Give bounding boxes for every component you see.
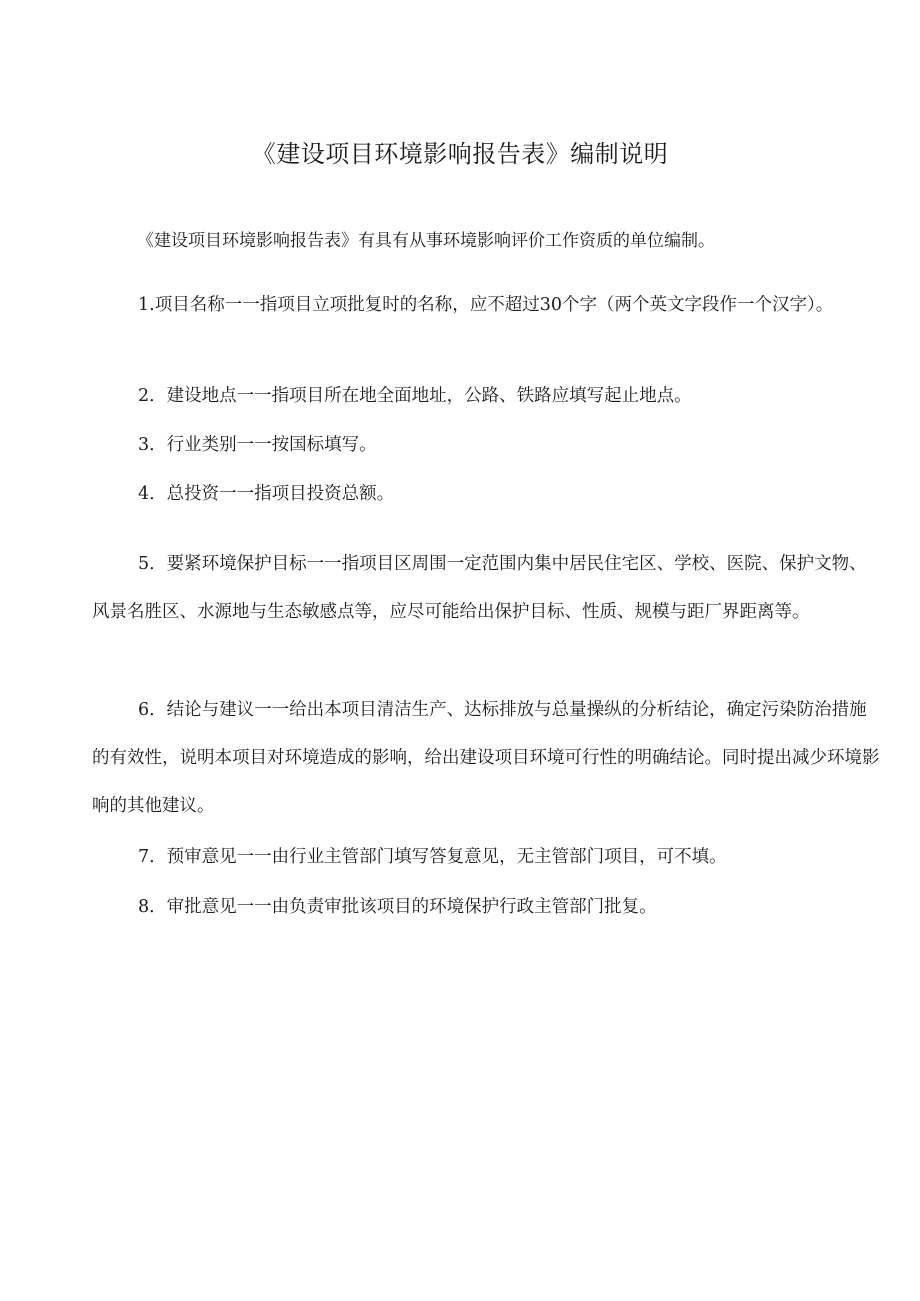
item-text: ．总投资一一指项目投资总额。 (149, 484, 395, 504)
item-number: 5 (138, 554, 150, 574)
instruction-item-3 (92, 421, 882, 469)
item-text: 项目名称一一指项目立项批复时的名称，应不超过30个字（两个英文字段作一个汉字）。 (154, 295, 834, 315)
instruction-item-2 (92, 372, 882, 420)
item-text: ．预审意见一一由行业主管部门填写答复意见，无主管部门项目，可不填。 (149, 847, 727, 867)
item-text: ．结论与建议一一给出本项目清洁生产、达标排放与总量操纵的分析结论，确定污染防治措施的有效性，说明本项目对环境造成的影响，给出建设项目环境可行性的明确结论。同时提出减少环境影响的其他建议。 (92, 700, 880, 816)
instruction-item-4 (92, 470, 882, 518)
intro-paragraph: 《建设项目环境影响报告表》有具有从事环境影响评价工作资质的单位编制。 (137, 231, 715, 251)
item-number: 4 (138, 484, 150, 504)
instruction-item-6 (92, 686, 882, 830)
item-text: ．要紧环境保护目标一一指项目区周围一定范围内集中居民住宅区、学校、医院、保护文物、风景名胜区、水源地与生态敏感点等，应尽可能给出保护目标、性质、规模与距厂界距离等。 (92, 554, 867, 622)
item-text: ．建设地点一一指项目所在地全面地址，公路、铁路应填写起止地点。 (149, 386, 692, 406)
document-title: 《建设项目环境影响报告表》编制说明 (251, 140, 669, 168)
item-text: ．审批意见一一由负责审批该项目的环境保护行政主管部门批复。 (149, 897, 657, 917)
instruction-item-7 (92, 833, 882, 881)
item-number: 8 (138, 897, 150, 917)
item-text: ．行业类别一一按国标填写。 (149, 435, 377, 455)
item-number: 6 (138, 700, 150, 720)
item-number: 3 (138, 435, 150, 455)
instruction-item-1 (92, 283, 882, 328)
item-number: 1. (138, 295, 155, 315)
instruction-item-5 (92, 540, 882, 636)
item-number: 2 (138, 386, 150, 406)
item-number: 7 (138, 847, 150, 867)
instruction-item-8 (92, 883, 882, 931)
